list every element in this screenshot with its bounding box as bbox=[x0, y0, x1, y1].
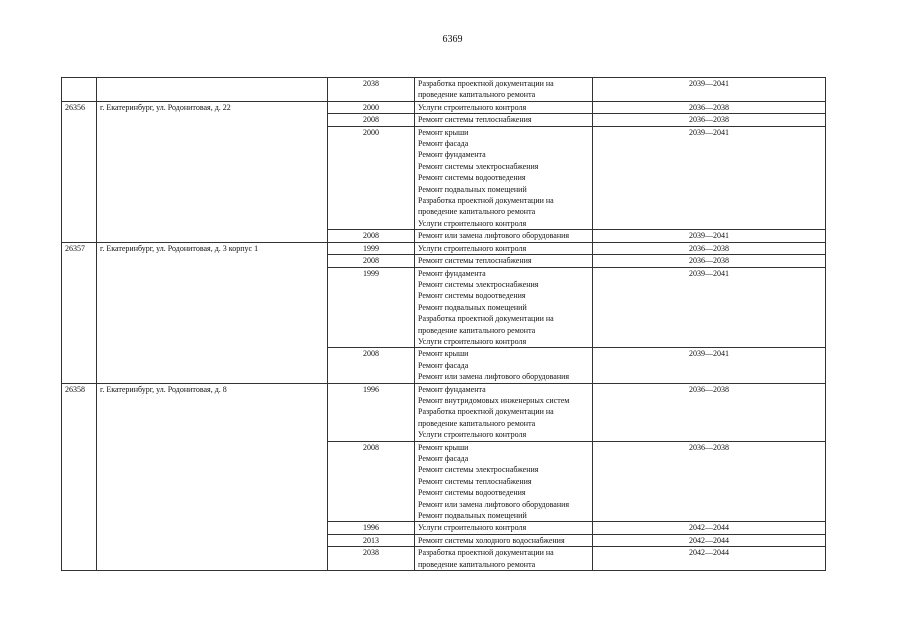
year-cell: 1996 bbox=[328, 522, 415, 534]
work-item: Разработка проектной документации на bbox=[418, 196, 554, 206]
address-cell bbox=[97, 78, 328, 102]
works-cell bbox=[415, 255, 593, 267]
building-id-cell: 26358 bbox=[62, 383, 97, 571]
works-cell bbox=[415, 230, 593, 242]
period-cell: 2036—2038 bbox=[593, 383, 826, 441]
table-body bbox=[62, 78, 826, 571]
year-cell: 2008 bbox=[328, 230, 415, 242]
period-cell: 2039—2041 bbox=[593, 348, 826, 383]
table-row bbox=[62, 101, 826, 113]
works-cell bbox=[415, 242, 593, 254]
work-item: Ремонт системы водоотведения bbox=[418, 291, 526, 301]
table-row bbox=[62, 383, 826, 441]
work-item: Услуги строительного контроля bbox=[418, 243, 527, 253]
work-item: Услуги строительного контроля bbox=[418, 430, 527, 440]
period-cell: 2036—2038 bbox=[593, 255, 826, 267]
year-cell: 2000 bbox=[328, 126, 415, 230]
work-item: Ремонт системы теплоснабжения bbox=[418, 256, 532, 266]
work-item: Разработка проектной документации на bbox=[418, 314, 554, 324]
period-cell: 2036—2038 bbox=[593, 101, 826, 113]
work-item: проведение капитального ремонта bbox=[418, 559, 536, 569]
building-id-cell: 26357 bbox=[62, 242, 97, 383]
works-cell bbox=[415, 348, 593, 383]
work-item: Ремонт системы водоотведения bbox=[418, 488, 526, 498]
year-cell: 1999 bbox=[328, 267, 415, 348]
year-cell: 2013 bbox=[328, 534, 415, 546]
work-item: Ремонт системы электроснабжения bbox=[418, 161, 539, 171]
building-id-cell bbox=[62, 78, 97, 102]
period-cell: 2039—2041 bbox=[593, 126, 826, 230]
period-cell: 2036—2038 bbox=[593, 114, 826, 126]
work-item: Ремонт системы водоотведения bbox=[418, 173, 526, 183]
work-item: Ремонт фундамента bbox=[418, 384, 486, 394]
work-item: Ремонт фасада bbox=[418, 454, 469, 463]
work-item: Разработка проектной документации на bbox=[418, 79, 554, 88]
work-item: Ремонт системы теплоснабжения bbox=[418, 115, 532, 125]
work-item: Ремонт подвальных помещений bbox=[418, 302, 527, 312]
works-cell bbox=[415, 547, 593, 571]
capital-repair-schedule-table bbox=[61, 77, 826, 571]
period-cell: 2039—2041 bbox=[593, 230, 826, 242]
work-item: Ремонт фасада bbox=[418, 139, 469, 149]
year-cell: 2008 bbox=[328, 255, 415, 267]
work-item: Разработка проектной документации на bbox=[418, 407, 554, 417]
work-item: проведение капитального ремонта bbox=[418, 90, 536, 100]
works-cell bbox=[415, 267, 593, 348]
work-item: Услуги строительного контроля bbox=[418, 218, 527, 228]
work-item: проведение капитального ремонта bbox=[418, 325, 536, 335]
works-cell bbox=[415, 78, 593, 102]
year-cell: 2008 bbox=[328, 441, 415, 522]
address-cell: г. Екатеринбург, ул. Родонитовая, д. 3 корпус 1 bbox=[97, 242, 328, 383]
work-item: Ремонт крыши bbox=[418, 127, 469, 137]
period-cell: 2036—2038 bbox=[593, 441, 826, 522]
work-item: Ремонт подвальных помещений bbox=[418, 511, 527, 521]
work-item: Разработка проектной документации на bbox=[418, 548, 554, 558]
work-item: Ремонт системы теплоснабжения bbox=[418, 476, 532, 486]
year-cell: 2008 bbox=[328, 114, 415, 126]
work-item: Ремонт или замена лифтового оборудования bbox=[418, 372, 570, 382]
address-cell: г. Екатеринбург, ул. Родонитовая, д. 22 bbox=[97, 101, 328, 242]
year-cell: 1999 bbox=[328, 242, 415, 254]
work-item: Услуги строительного контроля bbox=[418, 102, 527, 112]
table-row bbox=[62, 78, 826, 102]
works-cell bbox=[415, 534, 593, 546]
period-cell: 2042—2044 bbox=[593, 522, 826, 534]
building-id-cell: 26356 bbox=[62, 101, 97, 242]
work-item: проведение капитального ремонта bbox=[418, 207, 536, 217]
works-cell bbox=[415, 126, 593, 230]
work-item: Ремонт крыши bbox=[418, 349, 469, 359]
work-item: Ремонт или замена лифтового оборудования bbox=[418, 231, 570, 241]
work-item: проведение капитального ремонта bbox=[418, 418, 536, 428]
year-cell: 2008 bbox=[328, 348, 415, 383]
page-number: 6369 bbox=[442, 34, 463, 45]
work-item: Ремонт фундамента bbox=[418, 150, 486, 160]
table-row bbox=[62, 242, 826, 254]
work-item: Ремонт фасада bbox=[418, 360, 469, 370]
work-item: Ремонт внутридомовых инженерных систем bbox=[418, 395, 570, 405]
work-item: Ремонт системы электроснабжения bbox=[418, 279, 539, 289]
period-cell: 2036—2038 bbox=[593, 242, 826, 254]
year-cell: 2038 bbox=[328, 547, 415, 571]
period-cell: 2042—2044 bbox=[593, 547, 826, 571]
work-item: Ремонт или замена лифтового оборудования bbox=[418, 499, 570, 509]
work-item: Услуги строительного контроля bbox=[418, 523, 527, 533]
year-cell: 2000 bbox=[328, 101, 415, 113]
works-cell bbox=[415, 101, 593, 113]
period-cell: 2042—2044 bbox=[593, 534, 826, 546]
work-item: Ремонт системы электроснабжения bbox=[418, 465, 539, 475]
period-cell: 2039—2041 bbox=[593, 78, 826, 102]
works-cell bbox=[415, 383, 593, 441]
work-item: Ремонт подвальных помещений bbox=[418, 184, 527, 194]
period-cell: 2039—2041 bbox=[593, 267, 826, 348]
works-cell bbox=[415, 114, 593, 126]
year-cell: 2038 bbox=[328, 78, 415, 102]
work-item: Ремонт крыши bbox=[418, 442, 469, 452]
year-cell: 1996 bbox=[328, 383, 415, 441]
work-item: Услуги строительного контроля bbox=[418, 336, 527, 346]
address-cell: г. Екатеринбург, ул. Родонитовая, д. 8 bbox=[97, 383, 328, 571]
work-item: Ремонт фундамента bbox=[418, 268, 486, 278]
works-cell bbox=[415, 522, 593, 534]
works-cell bbox=[415, 441, 593, 522]
work-item: Ремонт системы холодного водоснабжения bbox=[418, 535, 565, 545]
